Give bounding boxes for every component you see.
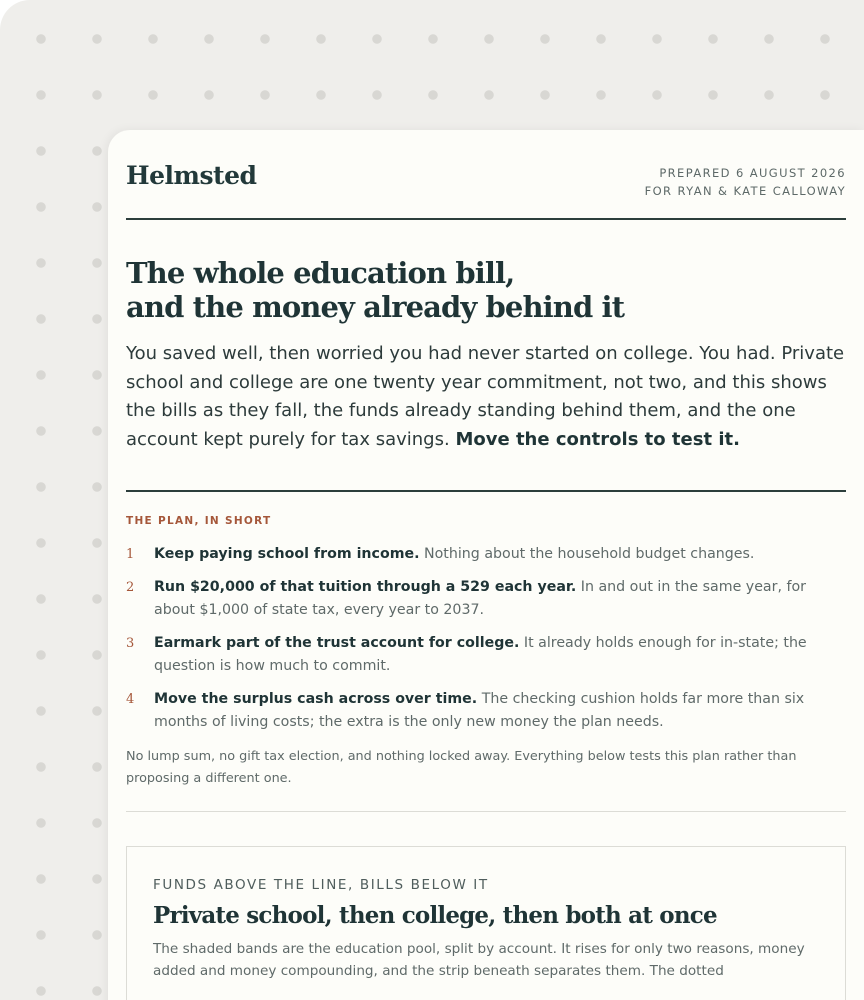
intro-paragraph (126, 340, 846, 454)
chart-card (126, 846, 846, 1000)
chart-card-kicker: FUNDS ABOVE THE LINE, BILLS BELOW IT (153, 877, 489, 893)
plan-item-text: In and out in the same year, for about $1,000 of state tax, every year to 2037. (154, 579, 806, 618)
prepared-clients: FOR RYAN & KATE CALLOWAY (644, 184, 846, 198)
chart-card-title: Private school, then college, then both at once (153, 902, 717, 929)
plan-eyebrow: THE PLAN, IN SHORT (126, 515, 272, 527)
plan-item-number: 2 (126, 580, 135, 595)
plan-item-lead: Move the surplus cash across over time. (154, 691, 478, 707)
page-title-line-1: The whole education bill, (126, 256, 515, 290)
plan-item (126, 688, 846, 734)
plan-item-number: 4 (126, 692, 135, 707)
plan-item-lead: Keep paying school from income. (154, 546, 420, 562)
prepared-date: PREPARED 6 AUGUST 2026 (659, 166, 846, 180)
chart-card-description: The shaded bands are the education pool, split by account. It rises for only two reasons, money added and money compounding, and the strip beneath separates them. The dotted (153, 941, 805, 979)
plan-note: No lump sum, no gift tax election, and nothing locked away. Everything below tests this plan rather than proposing a different one. (126, 749, 797, 786)
plan-item-text: Nothing about the household budget changes. (424, 546, 755, 562)
plan-item-lead: Earmark part of the trust account for college. (154, 635, 520, 651)
plan-item-lead: Run $20,000 of that tuition through a 529 each year. (154, 579, 577, 595)
plan-item (126, 543, 846, 566)
intro-cta: Move the controls to test it. (455, 428, 740, 450)
intro-text: You saved well, then worried you had never started on college. You had. Private school and college are one twenty year commitment, not two, and this shows the bills as they fall, the funds already standing behind them, and the one account kept purely for tax savings. (126, 343, 845, 450)
light-divider (126, 811, 846, 812)
report-header (126, 130, 846, 220)
plan-item-number: 1 (126, 547, 135, 562)
plan-item-text: It already holds enough for in-state; the question is how much to commit. (154, 635, 807, 674)
prepared-for (645, 164, 846, 200)
brand-logo: Helmsted (126, 161, 257, 190)
plan-item-number: 3 (126, 636, 135, 651)
plan-item-text: The checking cushion holds far more than six months of living costs; the extra is the only new money the plan needs. (154, 691, 805, 730)
page-title (126, 256, 846, 324)
plan-item (126, 576, 846, 622)
section-divider (126, 490, 846, 492)
plan-item (126, 632, 846, 678)
page-title-line-2: and the money already behind it (126, 290, 625, 324)
plan-list (126, 543, 846, 734)
report-sheet (108, 130, 864, 1000)
